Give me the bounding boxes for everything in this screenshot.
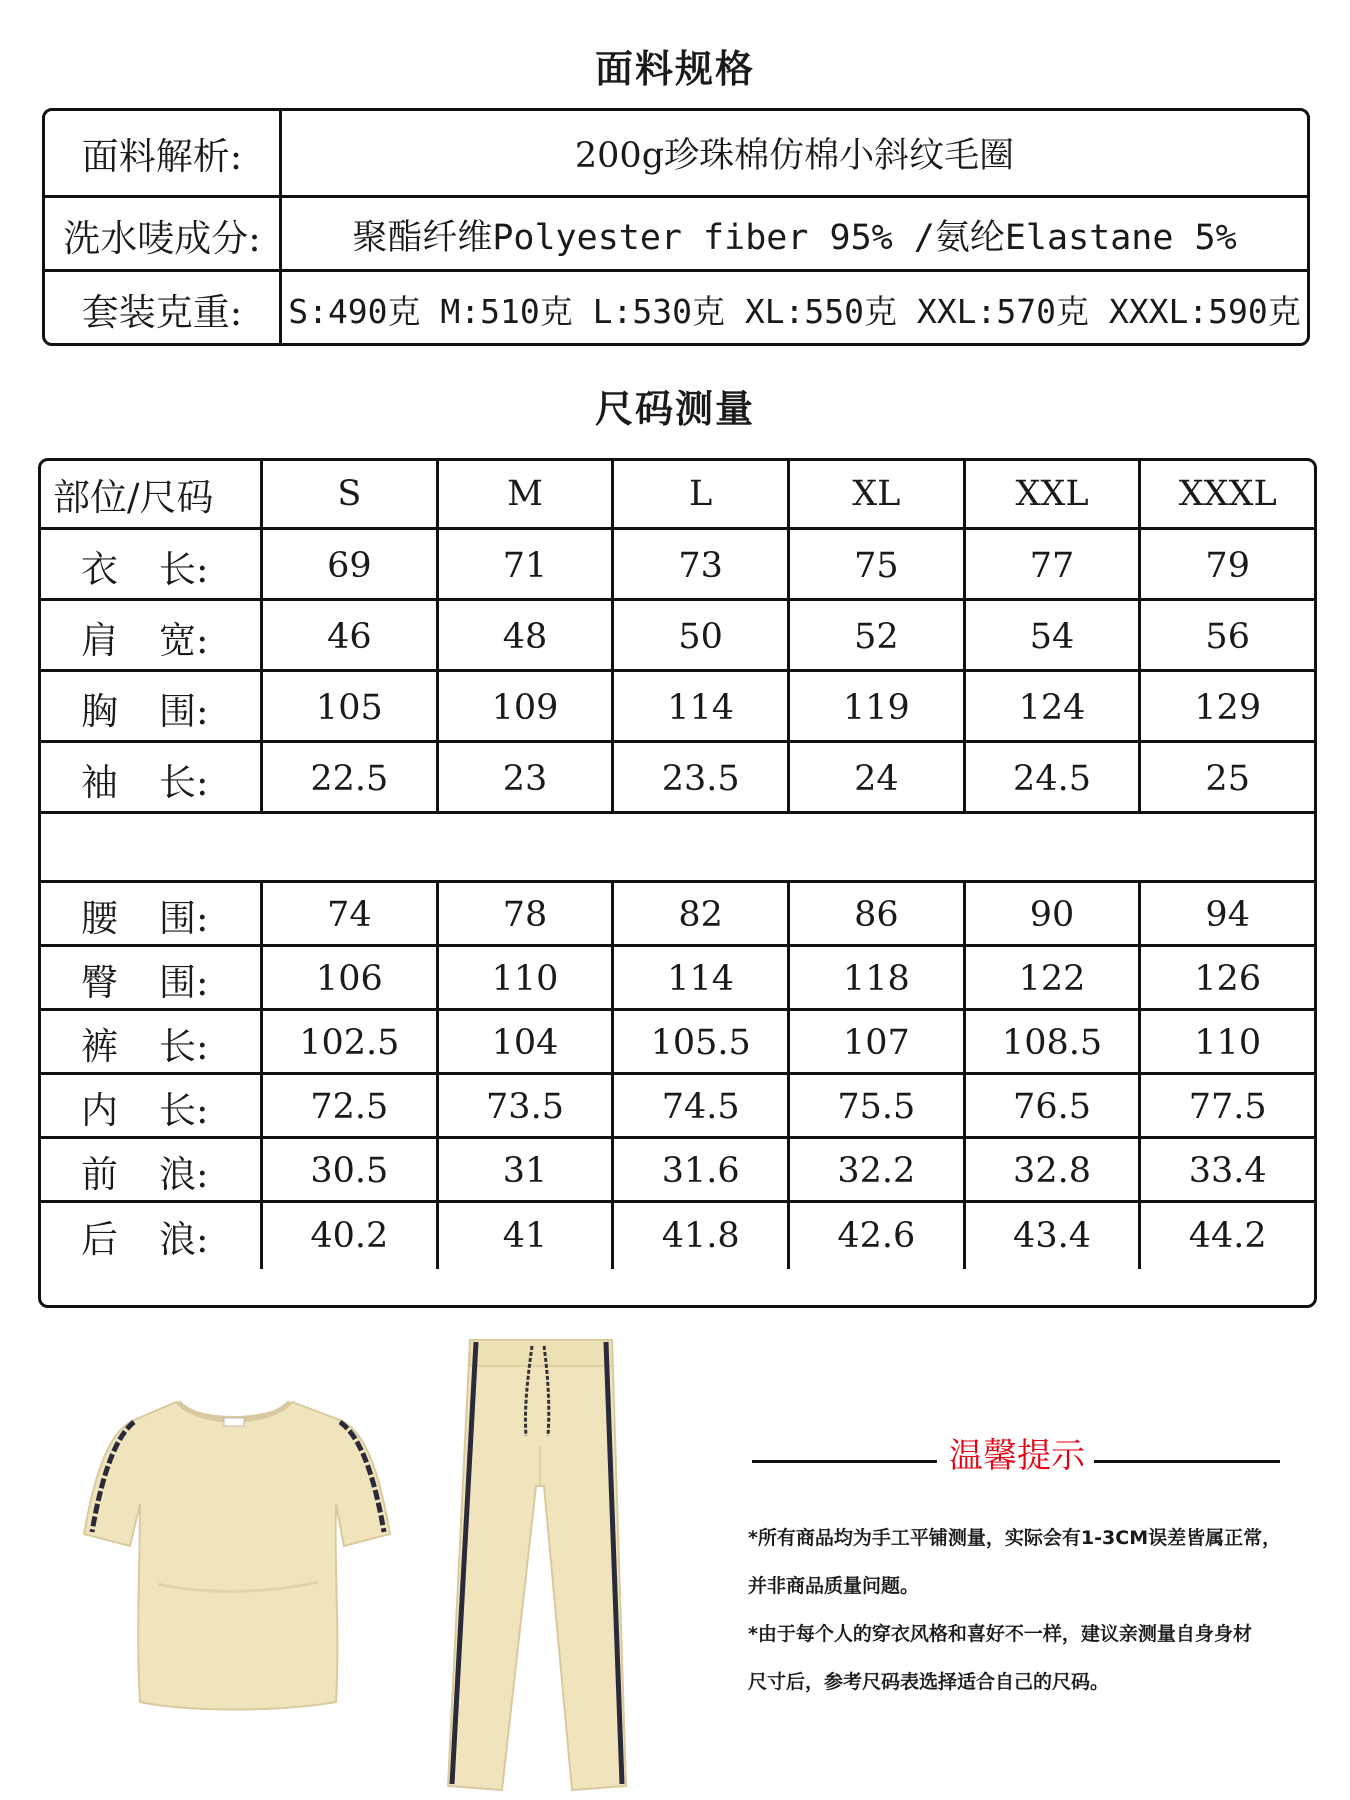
measure-value: 41: [439, 1203, 615, 1269]
measure-value: 129: [1194, 687, 1262, 728]
measure-value: 41.8: [614, 1203, 790, 1269]
measure-value: 74: [263, 883, 439, 947]
measure-value: 75.5: [790, 1075, 966, 1139]
measure-value: 108.5: [966, 1011, 1142, 1075]
measure-label: [41, 530, 263, 601]
measure-value: 102.5: [263, 1011, 439, 1075]
size-header-cell: S: [263, 461, 439, 527]
measure-row: [41, 1200, 1314, 1269]
measure-value: 72.5: [263, 1075, 439, 1139]
measure-row: [41, 880, 1314, 947]
measure-value: 50: [614, 601, 790, 672]
measure-row: [41, 944, 1314, 1011]
measure-value: 40.2: [263, 1203, 439, 1269]
size-header-cell: M: [439, 461, 615, 527]
measure-value: 118: [790, 947, 966, 1011]
measure-value: 69: [263, 530, 439, 601]
measure-row: [41, 740, 1314, 814]
measure-value: 104: [439, 1011, 615, 1075]
size-header-cell: XL: [790, 461, 966, 527]
measure-value: 23.5: [614, 743, 790, 814]
measure-label-part: 胸: [81, 689, 118, 733]
fabric-spec-title: 面料规格: [594, 47, 755, 91]
fabric-row-composition: [45, 195, 1307, 272]
measure-label-part: 围:: [159, 961, 209, 1004]
measure-label-part: 腰: [81, 897, 118, 940]
measure-label: [41, 1203, 263, 1269]
measure-label-part: 长:: [159, 1089, 209, 1132]
measure-row: [41, 1136, 1314, 1203]
measure-value: 107: [790, 1011, 966, 1075]
measure-value: 126: [1194, 959, 1262, 999]
tips-divider-right: [1094, 1460, 1280, 1463]
measure-label: [41, 672, 263, 743]
measure-value: 76.5: [966, 1075, 1142, 1139]
fabric-value: 聚酯纤维Polyester fiber 95% /氨纶Elastane 5%: [352, 218, 1237, 258]
measure-value: 109: [439, 672, 615, 743]
fabric-label: 洗水唛成分:: [45, 198, 282, 272]
measure-value: 122: [966, 947, 1142, 1011]
measure-label-part: 浪:: [159, 1153, 209, 1196]
tips-header: [752, 1426, 1280, 1476]
measure-value: 56: [1205, 616, 1250, 657]
measure-value: 79: [1205, 545, 1250, 586]
measure-label-part: 衣: [81, 547, 118, 591]
fabric-value: 200g珍珠棉仿棉小斜纹毛圈: [574, 136, 1015, 176]
measure-label-part: 长:: [159, 547, 209, 591]
measure-label-part: 内: [81, 1089, 118, 1132]
measure-value: 71: [439, 530, 615, 601]
tip-line: *所有商品均为手工平铺测量，实际会有1-3CM误差皆属正常，: [748, 1527, 1282, 1549]
size-table: [38, 458, 1317, 1308]
size-header-row: [41, 461, 1314, 527]
tip-line: 尺寸后，参考尺码表选择适合自己的尺码。: [748, 1671, 1110, 1693]
measure-value: 42.6: [790, 1203, 966, 1269]
measure-label-part: 后: [81, 1218, 118, 1261]
measure-label-part: 前: [81, 1153, 118, 1196]
measure-label-part: 长:: [159, 760, 209, 804]
tshirt-image: [78, 1384, 398, 1714]
measure-value: 24: [790, 743, 966, 814]
measure-label: [41, 1075, 263, 1139]
measure-value: 77: [966, 530, 1142, 601]
measure-value: 32.8: [966, 1139, 1142, 1203]
size-header-cell: L: [614, 461, 790, 527]
measure-value: 105.5: [614, 1011, 790, 1075]
measure-label-part: 围:: [159, 897, 209, 940]
measure-value: 24.5: [966, 743, 1142, 814]
tip-line: *由于每个人的穿衣风格和喜好不一样，建议亲测量自身身材: [748, 1623, 1252, 1645]
measure-value: 94: [1205, 895, 1250, 935]
measure-value: 73: [614, 530, 790, 601]
measure-value: 54: [966, 601, 1142, 672]
measure-label: [41, 1011, 263, 1075]
measure-label: [41, 1139, 263, 1203]
size-measure-title: 尺码测量: [594, 387, 755, 431]
measure-value: 75: [790, 530, 966, 601]
measure-label-part: 宽:: [159, 618, 209, 662]
measure-value: 31.6: [614, 1139, 790, 1203]
measure-label: [41, 947, 263, 1011]
measure-value: 77.5: [1188, 1087, 1267, 1127]
measure-value: 105: [263, 672, 439, 743]
measure-label: [41, 601, 263, 672]
measure-value: 78: [439, 883, 615, 947]
measure-value: 110: [1194, 1023, 1262, 1063]
table-spacer-row: [41, 811, 1314, 883]
measure-value: 30.5: [263, 1139, 439, 1203]
size-header-cell: XXXL: [1178, 474, 1277, 514]
measure-value: 119: [790, 672, 966, 743]
fabric-value: S:490克 M:510克 L:530克 XL:550克 XXL:570克 XXXL:590克: [288, 291, 1301, 331]
measure-value: 46: [263, 601, 439, 672]
measure-label-part: 臀: [81, 961, 118, 1004]
tips-title: 温馨提示: [949, 1436, 1085, 1476]
header-label: 部位/尺码: [41, 461, 263, 527]
size-header-cell: XXL: [966, 461, 1142, 527]
tip-line: 并非商品质量问题。: [748, 1575, 920, 1597]
measure-value: 22.5: [263, 743, 439, 814]
measure-value: 82: [614, 883, 790, 947]
measure-value: 124: [966, 672, 1142, 743]
fabric-spec-table: [42, 108, 1310, 346]
measure-value: 31: [439, 1139, 615, 1203]
measure-value: 32.2: [790, 1139, 966, 1203]
fabric-label: 套装克重:: [45, 272, 282, 346]
measure-row: [41, 598, 1314, 672]
measure-row: [41, 1072, 1314, 1139]
measure-value: 33.4: [1188, 1151, 1267, 1191]
measure-value: 23: [439, 743, 615, 814]
measure-value: 74.5: [614, 1075, 790, 1139]
measure-row: [41, 669, 1314, 743]
fabric-label: 面料解析:: [45, 111, 282, 195]
measure-label-part: 浪:: [159, 1218, 209, 1261]
measure-value: 25: [1205, 758, 1250, 799]
measure-label-part: 长:: [159, 1025, 209, 1068]
measure-label: [41, 743, 263, 814]
measure-value: 90: [966, 883, 1142, 947]
measure-row: [41, 527, 1314, 601]
measure-label: [41, 883, 263, 947]
measure-label-part: 裤: [81, 1025, 118, 1068]
measure-value: 114: [614, 672, 790, 743]
fabric-row-analysis: [45, 111, 1307, 195]
measure-value: 73.5: [439, 1075, 615, 1139]
measure-label-part: 袖: [81, 760, 118, 804]
tips-divider-left: [752, 1460, 937, 1463]
measure-label-part: 围:: [159, 689, 209, 733]
measure-value: 86: [790, 883, 966, 947]
measure-value: 114: [614, 947, 790, 1011]
measure-value: 48: [439, 601, 615, 672]
pants-image: [440, 1336, 640, 1794]
measure-value: 52: [790, 601, 966, 672]
fabric-row-weight: [45, 269, 1307, 346]
measure-value: 110: [439, 947, 615, 1011]
measure-value: 106: [263, 947, 439, 1011]
measure-value: 43.4: [966, 1203, 1142, 1269]
measure-label-part: 肩: [81, 618, 118, 662]
measure-value: 44.2: [1188, 1216, 1267, 1256]
measure-row: [41, 1008, 1314, 1075]
